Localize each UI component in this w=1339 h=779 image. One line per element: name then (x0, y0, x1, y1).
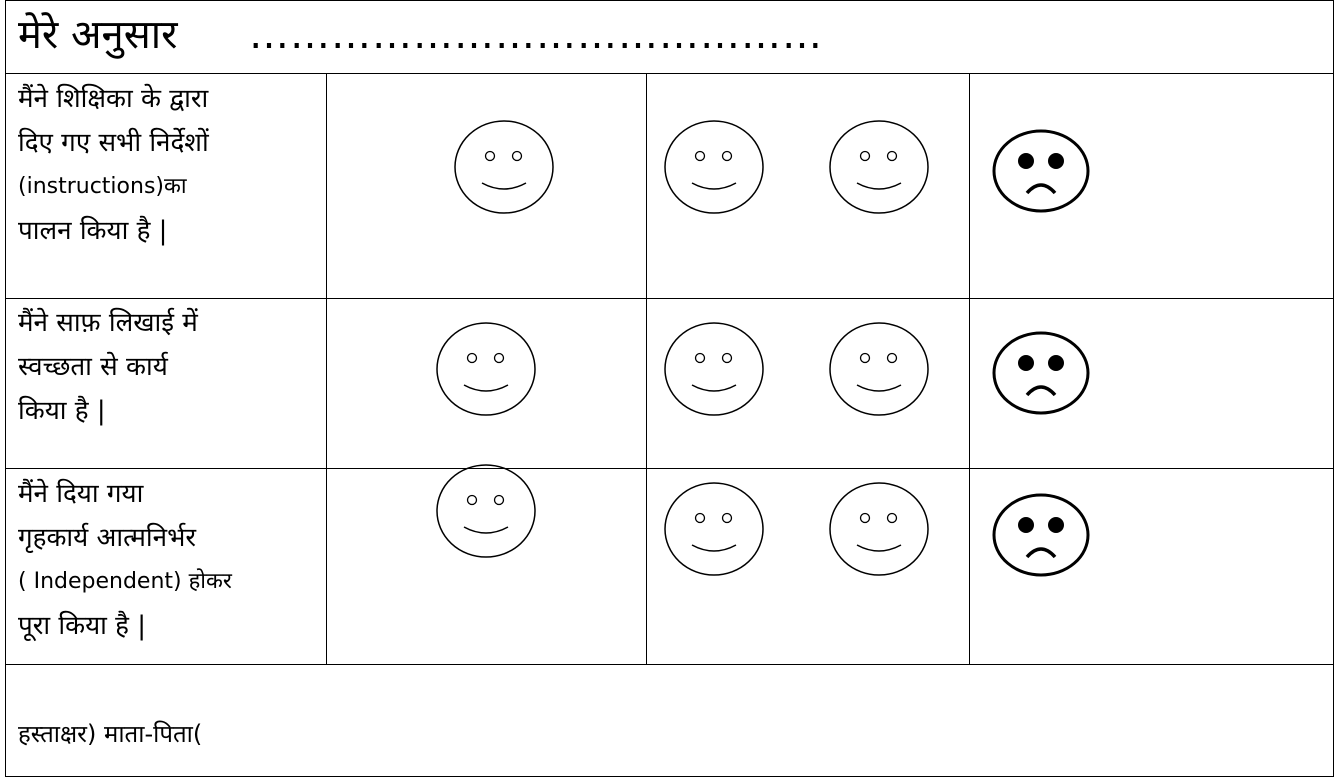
smiley-face-icon[interactable] (827, 119, 931, 215)
smiley-face-icon[interactable] (434, 463, 538, 559)
criterion-line: स्वच्छता से कार्य (18, 352, 168, 382)
smiley-face-icon[interactable] (434, 321, 538, 417)
sad-face-icon[interactable] (991, 129, 1091, 213)
criterion-line: पूरा किया है | (18, 611, 147, 641)
criterion-line: किया है | (18, 396, 106, 426)
smiley-face-icon[interactable] (662, 119, 766, 215)
column-divider (646, 74, 647, 664)
sad-face-icon[interactable] (991, 331, 1091, 415)
criterion-line: गृहकार्य आत्मनिर्भर (18, 523, 196, 553)
row-divider (6, 468, 1333, 469)
criterion-line: ( Independent) होकर (18, 569, 232, 594)
criterion-neatness (18, 301, 328, 433)
criterion-line: मैंने साफ़ लिखाई में (18, 308, 198, 338)
criterion-instructions (18, 77, 328, 253)
criterion-line: मैंने शिक्षिका के द्वारा (18, 84, 209, 114)
criterion-line: मैंने दिया गया (18, 479, 144, 509)
smiley-face-icon[interactable] (662, 481, 766, 577)
column-divider (969, 74, 970, 664)
header-row (6, 1, 1333, 74)
title-dotted-line: …………………………………… (249, 12, 823, 58)
row-divider (6, 664, 1333, 665)
parent-signature-label: हस्ताक्षर) माता-पिता( (18, 720, 203, 748)
criterion-line: दिए गए सभी निर्देशों (18, 128, 209, 158)
smiley-face-icon[interactable] (827, 321, 931, 417)
page-title: मेरे अनुसार (18, 12, 178, 58)
smiley-face-icon[interactable] (827, 481, 931, 577)
criterion-homework (18, 472, 328, 648)
smiley-face-icon[interactable] (452, 119, 556, 215)
smiley-face-icon[interactable] (662, 321, 766, 417)
sad-face-icon[interactable] (991, 493, 1091, 577)
criterion-line: पालन किया है | (18, 216, 168, 246)
self-assessment-sheet (5, 0, 1334, 777)
row-divider (6, 298, 1333, 299)
criterion-line: (instructions)का (18, 174, 187, 199)
